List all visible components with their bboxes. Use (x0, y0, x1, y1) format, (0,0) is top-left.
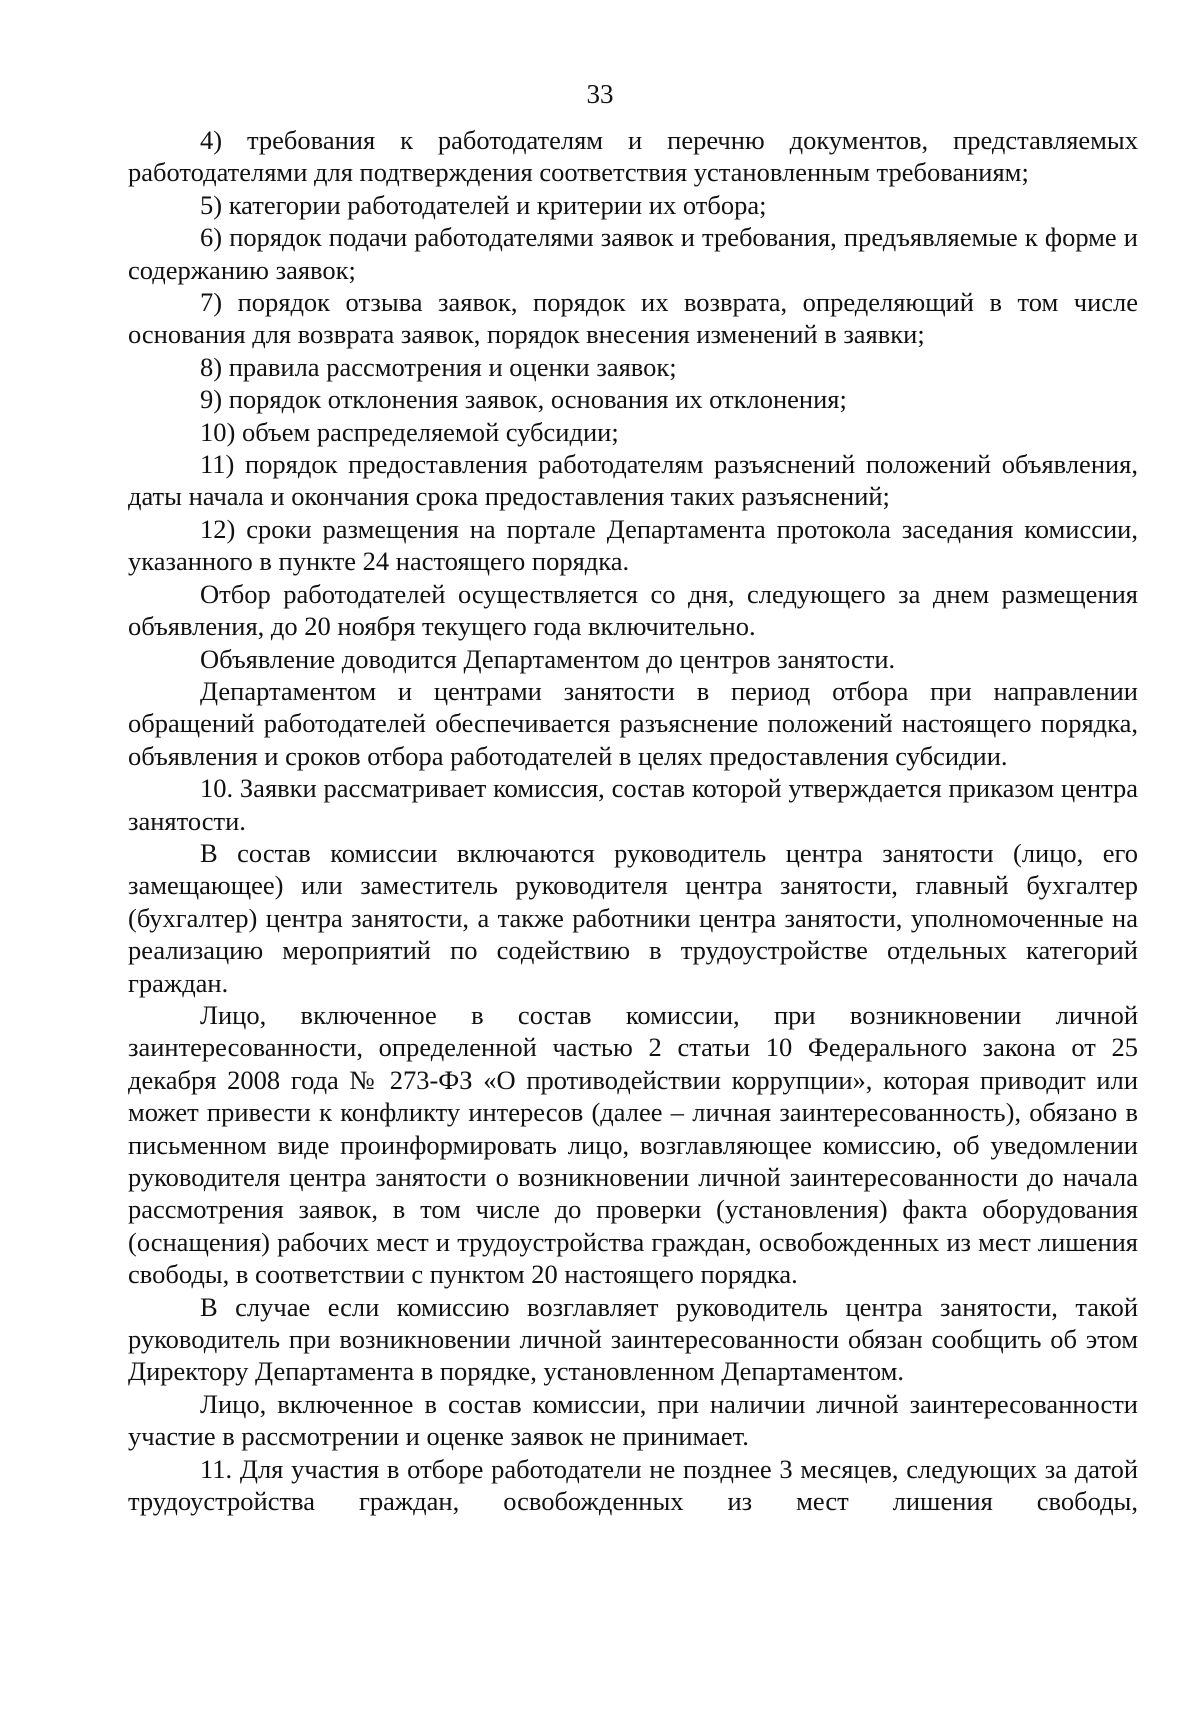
paragraph-section-10: 10. Заявки рассматривает комиссия, состав которой утверждается приказом центра занятости. (128, 773, 1138, 836)
paragraph-head-conflict: В случае если комиссию возглавляет руководитель центра занятости, такой руководитель при возникновении личной заинтересованности обязан сообщить об этом Директору Департамента в порядке, установленном Департаментом. (128, 1291, 1138, 1387)
document-body (128, 124, 1138, 1517)
paragraph-item-5: 5) категории работодателей и критерии их отбора; (200, 189, 767, 220)
paragraph-selection-period: Отбор работодателей осуществляется со дня, следующего за днем размещения объявления, до 20 ноября текущего года включительно. (128, 578, 1138, 642)
paragraph-item-12: 12) сроки размещения на портале Департамента протокола заседания комиссии, указанного в пункте 24 настоящего порядка. (128, 513, 1138, 577)
paragraph-section-11: 11. Для участия в отборе работодатели не позднее 3 месяцев, следующих за датой трудоустройства граждан, освобожденных из мест лишения свободы, (128, 1453, 1138, 1517)
paragraph-item-4: 4) требования к работодателям и перечню документов, представляемых работодателями для подтверждения соответствия установленным требованиям; (128, 125, 1138, 188)
paragraph-announcement: Объявление доводится Департаментом до центров занятости. (200, 643, 896, 674)
paragraph-clarification: Департаментом и центрами занятости в период отбора при направлении обращений работодателей обеспечивается разъяснение положений настоящего порядка, объявления и сроков отбора работодателей в целях предоставления субсидии. (128, 675, 1138, 771)
paragraph-conflict-of-interest: Лицо, включенное в состав комиссии, при возникновении личной заинтересованности, определенной частью 2 статьи 10 Федерального закона от 25 декабря 2008 года № 273-ФЗ «О противодействии коррупции», которая приводит или может привести к конфликту интересов (далее – личная заинтересованность), обязано в письменном виде проинформировать лицо, возглавляющее комиссию, об уведомлении руководителя центра занятости о возникновении личной заинтересованности до начала рассмотрения заявок, в том числе до проверки (установления) факта оборудования (оснащения) рабочих мест и трудоустройства граждан, освобожденных из мест лишения свободы, в соответствии с пунктом 20 настоящего порядка. (128, 999, 1138, 1290)
paragraph-item-6: 6) порядок подачи работодателями заявок и требования, предъявляемые к форме и содержанию заявок; (128, 222, 1138, 285)
paragraph-item-8: 8) правила рассмотрения и оценки заявок; (200, 351, 677, 382)
paragraph-item-9: 9) порядок отклонения заявок, основания их отклонения; (200, 384, 847, 415)
paragraph-commission-members: В состав комиссии включаются руководитель центра занятости (лицо, его замещающее) или заместитель руководителя центра занятости, главный бухгалтер (бухгалтер) центра занятости, а также работники центра занятости, уполномоченные на реализацию мероприятий по содействию в трудоустройстве отдельных категорий граждан. (128, 837, 1138, 998)
paragraph-item-11: 11) порядок предоставления работодателям разъяснений положений объявления, даты начала и окончания срока предоставления таких разъяснений; (128, 449, 1138, 512)
paragraph-item-7: 7) порядок отзыва заявок, порядок их возврата, определяющий в том числе основания для возврата заявок, порядок внесения изменений в заявки; (128, 287, 1138, 350)
page-number: 33 (586, 79, 614, 109)
paragraph-member-recusal: Лицо, включенное в состав комиссии, при наличии личной заинтересованности участие в рассмотрении и оценке заявок не принимает. (128, 1388, 1138, 1452)
paragraph-item-10: 10) объем распределяемой субсидии; (200, 416, 619, 447)
